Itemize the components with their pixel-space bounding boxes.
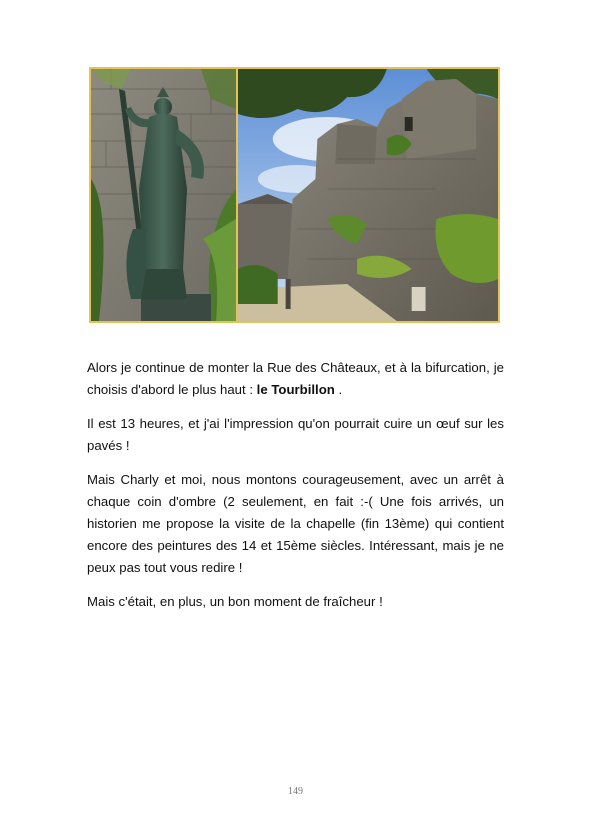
paragraph-4: Mais c'était, en plus, un bon moment de fraîcheur !	[87, 594, 383, 609]
stone-castle-tower-photo	[238, 69, 498, 321]
paragraph-2: Il est 13 heures, et j'ai l'impression qu'on pourrait cuire un œuf sur les pavés !	[87, 416, 504, 453]
paragraph-1-end: .	[334, 382, 343, 397]
castle-photo	[238, 69, 498, 321]
paragraph-1-text: Alors je continue de monter la Rue des Châteaux, et à la bifurcation, je choisis d'abord le plus haut :	[87, 360, 504, 397]
bronze-statue-photo	[91, 69, 236, 321]
paragraph-1	[87, 357, 504, 401]
page-number: 149	[288, 786, 303, 797]
statue-photo	[91, 69, 236, 321]
photo-frame	[89, 67, 500, 323]
article-text	[87, 357, 504, 625]
paragraph-3: Mais Charly et moi, nous montons courageusement, avec un arrêt à chaque coin d'ombre (2 seulement, en fait :-( Une fois arrivés, un historien me propose la visite de la chapelle (fin 13ème) qui contient encore des peintures des 14 et 15ème siècles. Intéressant, mais je ne peux pas tout vous redire !	[87, 472, 504, 575]
place-name: le Tourbillon	[256, 382, 335, 397]
